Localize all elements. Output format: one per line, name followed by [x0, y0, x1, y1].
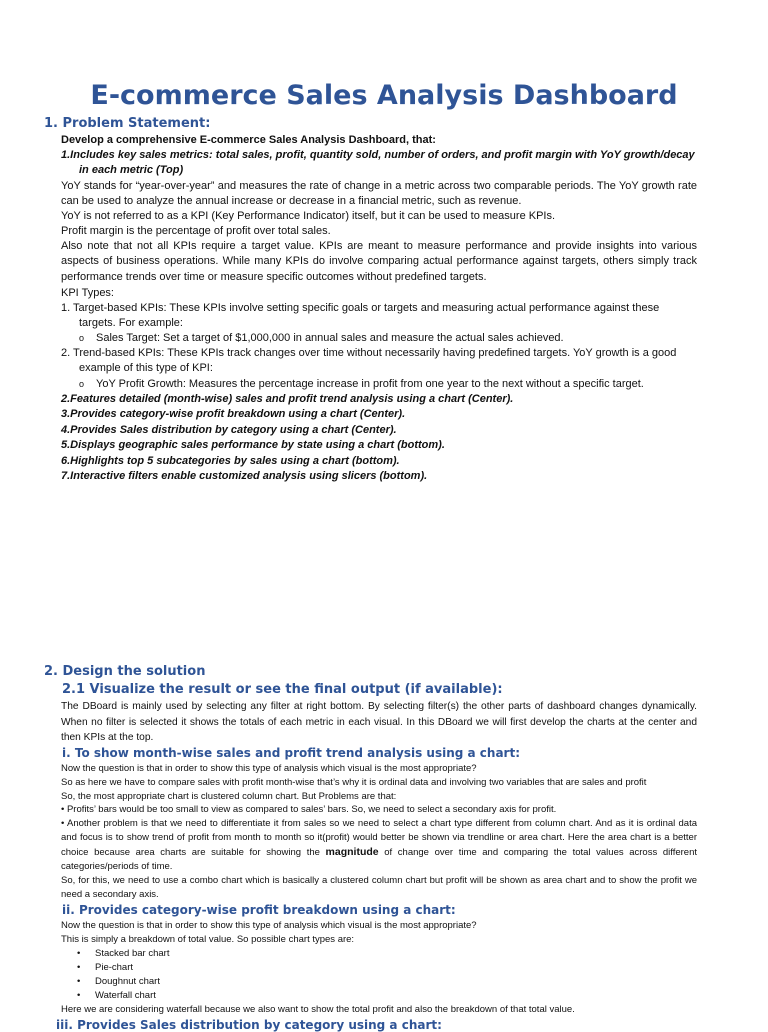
- kpi-type-1-sub-text: Sales Target: Set a target of $1,000,000 in annual sales and measure the actual sales achieved.: [96, 332, 564, 344]
- kpi-type-2: 2. Trend-based KPIs: These KPIs track changes over time without necessarily having predefined targets. YoY growth is a good example of this type of KPI:: [61, 347, 677, 375]
- chart-type-item: [77, 989, 156, 1003]
- kpi-types-label: KPI Types:: [61, 287, 114, 299]
- dboard-paragraph: The DBoard is mainly used by selecting any filter at right bottom. By selecting filter(s) the other parts of dashboard changes dynamically. When no filter is selected it shows the totals of each metric in each visual. In this DBoard we will first develop the charts at the center and then KPIs at the top.: [61, 701, 697, 743]
- i-so: So as here we have to compare sales with profit month-wise that’s why it is ordinal data and involving two variables that are sales and profit: [61, 777, 647, 788]
- kpi-type-1: 1. Target-based KPIs: These KPIs involve setting specific goals or targets and measuring actual performance against these targets. For example:: [61, 302, 660, 330]
- heading-i: i. To show month-wise sales and profit trend analysis using a chart:: [62, 746, 520, 760]
- document-title: E-commerce Sales Analysis Dashboard: [90, 80, 678, 111]
- i-bullet-2-pre: • Another problem is that we need to differentiate it from sales so we need to select a chart type different from column chart. And as it is ordinal data and focus is to show trend of profit from month to month so it(profit) would better be shown via trendline or area chart. Here the area chart is a better choice because area charts are suitable for showing the: [61, 818, 697, 859]
- ii-question: Now the question is that in order to show this type of analysis which visual is the most appropriate?: [61, 920, 477, 931]
- ii-simply: This is simply a breakdown of total value. So possible chart types are:: [61, 934, 355, 945]
- sub-marker: o: [79, 379, 85, 389]
- kpi-note-paragraph: Also note that not all KPIs require a target value. KPIs are meant to measure performance and provide insights into various aspects of business operations. While many KPIs do involve comparing actual performance against targets, others simply track performance trends over time or measure specific outcomes without predefined targets.: [61, 240, 697, 283]
- kpi-type-2-sub-text: YoY Profit Growth: Measures the percentage increase in profit from one year to the next without a specific target.: [96, 378, 644, 390]
- kpi-type-2-sub: [79, 377, 697, 392]
- point-4: 4.Provides Sales distribution by category using a chart (Center).: [61, 424, 397, 436]
- point-6: 6.Highlights top 5 subcategories by sales using a chart (bottom).: [61, 455, 400, 467]
- bullet: •: [77, 990, 81, 1001]
- ii-waterfall: Here we are considering waterfall because we also want to show the total profit and also the breakdown of that total value.: [61, 1004, 575, 1015]
- bullet: •: [77, 962, 81, 973]
- i-question: Now the question is that in order to show this type of analysis which visual is the most appropriate?: [61, 763, 477, 774]
- design-solution-heading: 2. Design the solution: [44, 664, 206, 679]
- yoy-paragraph: YoY stands for “year-over-year” and measures the rate of change in a metric across two comparable periods. The YoY growth rate can be used to analyze the annual increase or decrease in a financial metric, such as revenue.: [61, 180, 697, 208]
- i-bullet-2: [61, 817, 697, 874]
- chart-type-item: [77, 947, 169, 961]
- profit-margin-paragraph: Profit margin is the percentage of profit over total sales.: [61, 225, 331, 237]
- i-bullet-2-post: of change over time and comparing the total values across different categories/periods of time.: [61, 847, 698, 873]
- point-3: 3.Provides category-wise profit breakdown using a chart (Center).: [61, 408, 406, 420]
- intro-text: Develop a comprehensive E-commerce Sales Analysis Dashboard, that:: [61, 134, 436, 146]
- chart-type-label: Pie-chart: [95, 962, 134, 973]
- sub-marker: o: [79, 333, 85, 343]
- visualize-subheading: 2.1 Visualize the result or see the final output (if available):: [62, 682, 503, 697]
- problem-statement-heading: 1. Problem Statement:: [44, 116, 211, 131]
- kpi-type-1-sub: [79, 331, 697, 346]
- point-1: 1.Includes key sales metrics: total sales, profit, quantity sold, number of orders, and profit margin with YoY growth/decay in each metric (Top): [61, 149, 695, 177]
- magnitude-word: magnitude: [325, 846, 379, 859]
- chart-type-label: Doughnut chart: [95, 976, 160, 987]
- point-2: 2.Features detailed (month-wise) sales and profit trend analysis using a chart (Center).: [61, 393, 514, 405]
- chart-type-item: [77, 975, 160, 989]
- heading-ii: ii. Provides category-wise profit breakdown using a chart:: [62, 903, 456, 917]
- chart-type-label: Stacked bar chart: [95, 948, 170, 959]
- chart-type-label: Waterfall chart: [95, 990, 156, 1001]
- i-combo: So, for this, we need to use a combo chart which is basically a clustered column chart but profit will be shown as area chart and to show the profit we need a secondary axis.: [61, 875, 697, 901]
- bullet: •: [77, 948, 81, 959]
- i-bullet-1: • Profits’ bars would be too small to view as compared to sales’ bars. So, we need to select a secondary axis for profit.: [61, 804, 557, 815]
- heading-iii: iii. Provides Sales distribution by category using a chart:: [56, 1018, 442, 1032]
- point-5: 5.Displays geographic sales performance by state using a chart (bottom).: [61, 439, 445, 451]
- point-7: 7.Interactive filters enable customized analysis using slicers (bottom).: [61, 470, 428, 482]
- yoy-kpi-paragraph: YoY is not referred to as a KPI (Key Performance Indicator) itself, but it can be used to measure KPIs.: [61, 210, 556, 222]
- chart-type-item: [77, 961, 133, 975]
- i-most: So, the most appropriate chart is clustered column chart. But Problems are that:: [61, 791, 397, 802]
- bullet: •: [77, 976, 81, 987]
